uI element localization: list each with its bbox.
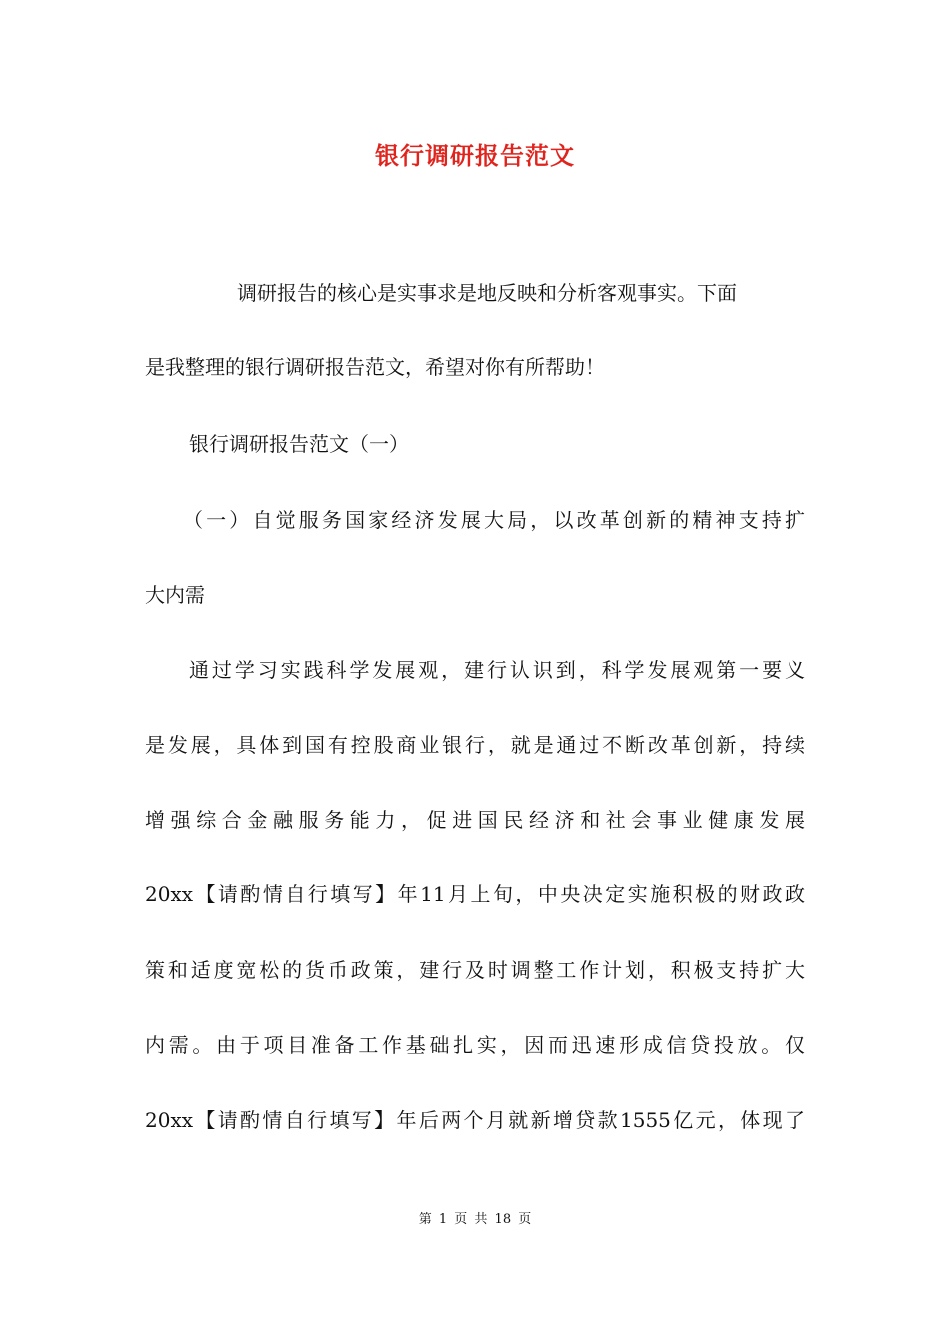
paragraph-line: 是我整理的银行调研报告范文，希望对你有所帮助！ <box>145 355 605 379</box>
paragraph-line: 增强综合金融服务能力，促进国民经济和社会事业健康发展 <box>145 808 805 832</box>
paragraph-line: （一）自觉服务国家经济发展大局，以改革创新的精神支持扩 <box>183 508 805 532</box>
paragraph-line: 调研报告的核心是实事求是地反映和分析客观事实。下面 <box>237 281 737 305</box>
paragraph-line: 内需。由于项目准备工作基础扎实，因而迅速形成信贷投放。仅 <box>145 1033 805 1057</box>
paragraph-line: 是发展，具体到国有控股商业银行，就是通过不断改革创新，持续 <box>145 733 805 757</box>
page-footer: 第 1 页 共 18 页 <box>418 1212 532 1227</box>
section-heading: 银行调研报告范文（一） <box>189 432 409 456</box>
document-title: 银行调研报告范文 <box>375 141 575 170</box>
paragraph-line: 20xx【请酌情自行填写】年11月上旬，中央决定实施积极的财政政 <box>145 882 805 906</box>
paragraph-line: 20xx【请酌情自行填写】年后两个月就新增贷款1555亿元，体现了 <box>145 1108 805 1132</box>
paragraph-line: 通过学习实践科学发展观，建行认识到，科学发展观第一要义 <box>189 658 805 682</box>
paragraph-line: 大内需 <box>145 583 205 607</box>
paragraph-line: 策和适度宽松的货币政策，建行及时调整工作计划，积极支持扩大 <box>145 958 805 982</box>
